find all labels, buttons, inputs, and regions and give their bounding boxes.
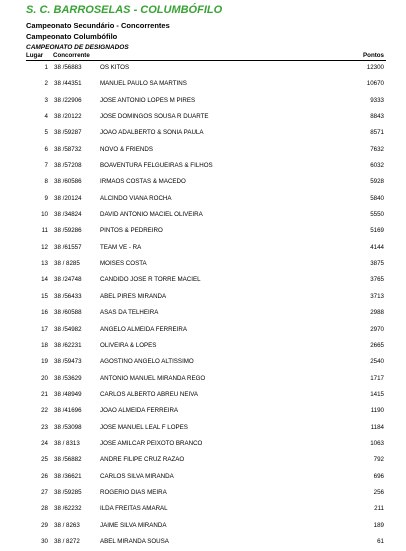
row-code: 38 /53629 <box>54 374 82 382</box>
row-code: 38 /59285 <box>54 488 82 496</box>
row-name: PINTOS & PEDREIRO <box>100 227 163 235</box>
row-code: 38 /20124 <box>54 194 82 202</box>
row-position: 15 <box>41 292 48 300</box>
table-row <box>26 224 386 240</box>
row-position: 25 <box>41 456 48 464</box>
table-row <box>26 388 386 404</box>
row-position: 12 <box>41 243 48 251</box>
row-name: CANDIDO JOSE R TORRE MACIEL <box>100 276 201 284</box>
row-points: 211 <box>374 505 384 513</box>
row-code: 38 /56433 <box>54 292 82 300</box>
row-points: 9333 <box>370 96 384 104</box>
ranking-table <box>26 51 386 551</box>
row-points: 5928 <box>370 178 384 186</box>
table-row <box>26 175 386 191</box>
row-code: 38 /60588 <box>54 309 82 317</box>
row-position: 5 <box>44 129 48 137</box>
row-position: 18 <box>41 341 48 349</box>
row-position: 17 <box>41 325 48 333</box>
table-row <box>26 273 386 289</box>
table-row <box>26 61 386 77</box>
row-code: 38 /62231 <box>54 341 82 349</box>
table-row <box>26 372 386 388</box>
row-points: 12300 <box>366 64 384 71</box>
column-header-lugar: Lugar <box>26 52 44 59</box>
row-code: 38 / 8313 <box>54 439 80 447</box>
row-position: 13 <box>41 260 48 268</box>
row-points: 5550 <box>370 211 384 219</box>
row-name: ANDRE FILIPE CRUZ RAZAO <box>100 456 185 464</box>
row-position: 8 <box>44 178 48 186</box>
table-row <box>26 502 386 518</box>
table-row <box>26 453 386 469</box>
club-title: S. C. BARROSELAS - COLUMBÓFILO <box>26 4 223 16</box>
table-body <box>26 61 386 551</box>
table-row <box>26 110 386 126</box>
table-row <box>26 192 386 208</box>
row-position: 7 <box>44 162 48 170</box>
row-position: 4 <box>44 113 48 121</box>
row-name: MANUEL PAULO SA MARTINS <box>100 80 187 88</box>
table-row <box>26 257 386 273</box>
row-points: 8843 <box>370 113 384 121</box>
table-row <box>26 535 386 551</box>
row-points: 10670 <box>366 80 384 88</box>
table-row <box>26 470 386 486</box>
row-position: 22 <box>41 407 48 415</box>
row-points: 3713 <box>370 292 384 300</box>
championship-category: CAMPEONATO DE DESIGNADOS <box>26 44 129 51</box>
row-code: 38 /58732 <box>54 145 82 153</box>
row-position: 9 <box>44 194 48 202</box>
row-code: 38 /59287 <box>54 129 82 137</box>
row-name: ANGELO ALMEIDA FERREIRA <box>100 325 187 333</box>
table-row <box>26 290 386 306</box>
row-position: 6 <box>44 145 48 153</box>
row-points: 8571 <box>370 129 384 137</box>
column-header-pontos: Pontos <box>363 52 384 59</box>
row-position: 24 <box>41 439 48 447</box>
row-position: 2 <box>44 80 48 88</box>
row-points: 2540 <box>370 358 384 366</box>
row-code: 38 / 8263 <box>54 521 80 529</box>
row-code: 38 /48949 <box>54 390 82 398</box>
row-position: 23 <box>41 423 48 431</box>
row-points: 5169 <box>370 227 384 235</box>
row-name: OLIVEIRA & LOPES <box>100 341 157 349</box>
row-name: ROGERIO DIAS MEIRA <box>100 488 167 496</box>
row-position: 14 <box>41 276 48 284</box>
row-points: 3875 <box>370 260 384 268</box>
row-name: JOSE MANUEL LEAL F LOPES <box>100 423 188 431</box>
row-name: ABEL MIRANDA SOUSA <box>100 537 169 545</box>
row-code: 38 /54982 <box>54 325 82 333</box>
row-code: 38 /59286 <box>54 227 82 235</box>
row-position: 21 <box>41 390 48 398</box>
table-row <box>26 437 386 453</box>
row-points: 1717 <box>370 374 384 382</box>
row-name: TEAM VE - RA <box>100 243 142 251</box>
row-name: JOSE DOMINGOS SOUSA R DUARTE <box>100 113 209 121</box>
row-code: 38 / 8285 <box>54 260 80 268</box>
row-code: 38 /56882 <box>54 456 82 464</box>
row-points: 189 <box>373 521 384 529</box>
table-row <box>26 94 386 110</box>
row-name: CARLOS SILVA MIRANDA <box>100 472 174 480</box>
row-points: 4144 <box>370 243 384 251</box>
row-points: 6032 <box>370 162 384 170</box>
row-code: 38 /20122 <box>54 113 82 121</box>
row-points: 1184 <box>370 423 384 431</box>
row-code: 38 /36621 <box>54 472 82 480</box>
row-points: 61 <box>377 537 384 545</box>
row-points: 696 <box>373 472 384 480</box>
row-code: 38 /59473 <box>54 358 82 366</box>
table-row <box>26 208 386 224</box>
row-code: 38 /60586 <box>54 178 82 186</box>
row-name: JAIME SILVA MIRANDA <box>100 521 167 529</box>
row-code: 38 /57208 <box>54 162 82 170</box>
table-row <box>26 323 386 339</box>
row-points: 3765 <box>370 276 384 284</box>
row-position: 10 <box>41 211 48 219</box>
row-points: 2665 <box>370 341 384 349</box>
row-name: ILDA FREITAS AMARAL <box>100 505 168 513</box>
row-name: IRMAOS COSTAS & MACEDO <box>100 178 186 186</box>
championship-subtitle: Campeonato Secundário - Concorrentes <box>26 21 170 30</box>
row-name: AGOSTINO ANGELO ALTISSIMO <box>100 358 194 366</box>
row-code: 38 /24748 <box>54 276 82 284</box>
row-name: DAVID ANTONIO MACIEL OLIVEIRA <box>100 211 203 219</box>
row-name: JOAO ADALBERTO & SONIA PAULA <box>100 129 204 137</box>
row-points: 2970 <box>370 325 384 333</box>
row-points: 1190 <box>370 407 384 415</box>
row-name: JOAO ALMEIDA FERREIRA <box>100 407 179 415</box>
row-code: 38 /61557 <box>54 243 82 251</box>
row-name: CARLOS ALBERTO ABREU NEIVA <box>100 390 199 398</box>
column-header-concorrente: Concorrente <box>53 52 90 59</box>
row-code: 38 /44351 <box>54 80 82 88</box>
report-header <box>26 0 386 52</box>
table-row <box>26 159 386 175</box>
row-code: 38 /34824 <box>54 211 82 219</box>
row-position: 28 <box>41 505 48 513</box>
row-position: 16 <box>41 309 48 317</box>
table-row <box>26 421 386 437</box>
table-row <box>26 143 386 159</box>
row-code: 38 / 8272 <box>54 537 80 545</box>
row-position: 3 <box>44 96 48 104</box>
table-row <box>26 77 386 93</box>
table-row <box>26 404 386 420</box>
row-name: JOSE ANTONIO LOPES M PIRES <box>100 96 196 104</box>
table-row <box>26 519 386 535</box>
row-name: NOVO & FRIENDS <box>100 145 153 153</box>
row-position: 11 <box>41 227 48 235</box>
row-code: 38 /22906 <box>54 96 82 104</box>
row-points: 1415 <box>370 390 384 398</box>
row-code: 38 /41696 <box>54 407 82 415</box>
table-row <box>26 126 386 142</box>
row-name: BOAVENTURA FELGUEIRAS & FILHOS <box>100 162 213 170</box>
row-points: 1063 <box>370 439 384 447</box>
row-name: JOSE AMILCAR PEIXOTO BRANCO <box>100 439 203 447</box>
table-header <box>26 51 386 61</box>
row-position: 30 <box>41 537 48 545</box>
row-name: MOISES COSTA <box>100 260 147 268</box>
row-name: ANTONIO MANUEL MIRANDA REGO <box>100 374 206 382</box>
row-code: 38 /62232 <box>54 505 82 513</box>
row-points: 5840 <box>370 194 384 202</box>
row-position: 1 <box>44 64 48 71</box>
row-code: 38 /56883 <box>54 64 82 71</box>
row-name: OS KITOS <box>100 64 130 71</box>
row-position: 29 <box>41 521 48 529</box>
row-name: ASAS DA TELHEIRA <box>100 309 159 317</box>
table-row <box>26 241 386 257</box>
row-points: 2988 <box>370 309 384 317</box>
row-code: 38 /53098 <box>54 423 82 431</box>
table-row <box>26 306 386 322</box>
row-position: 26 <box>41 472 48 480</box>
row-position: 19 <box>41 358 48 366</box>
row-position: 27 <box>41 488 48 496</box>
championship-type: Campeonato Columbófilo <box>26 32 118 41</box>
row-name: ABEL PIRES MIRANDA <box>100 292 167 300</box>
row-position: 20 <box>41 374 48 382</box>
row-points: 792 <box>373 456 384 464</box>
table-row <box>26 339 386 355</box>
row-points: 256 <box>373 488 384 496</box>
table-row <box>26 355 386 371</box>
row-points: 7632 <box>370 145 384 153</box>
row-name: ALCINDO VIANA ROCHA <box>100 194 172 202</box>
